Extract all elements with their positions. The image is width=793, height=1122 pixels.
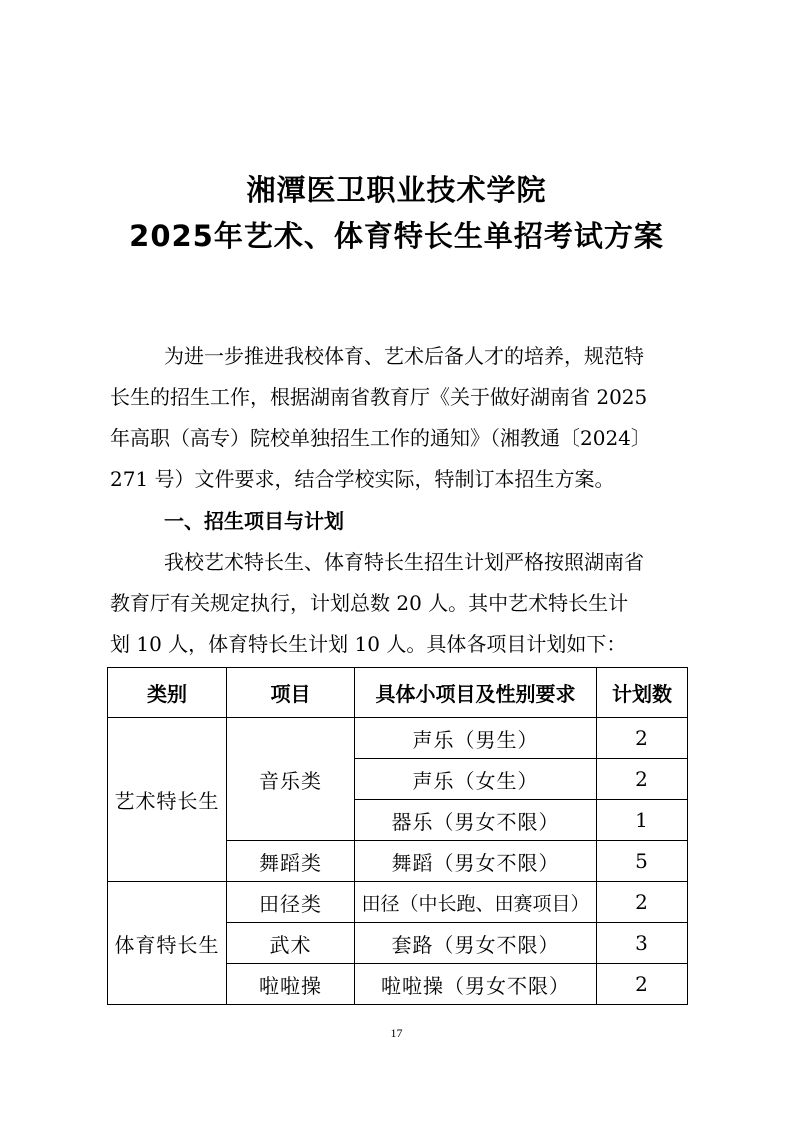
- section-line: 划 10 人，体育特长生计划 10 人。具体各项目计划如下：: [110, 632, 627, 656]
- intro-paragraph: [110, 336, 680, 500]
- quota-cell: 1: [597, 800, 688, 841]
- page-number: 17: [390, 1026, 403, 1040]
- project-cell: 舞蹈类: [227, 841, 355, 882]
- document-title: 湘潭医卫职业技术学院: [246, 173, 547, 207]
- sub-item-cell: 器乐（男女不限）: [355, 800, 597, 841]
- quota-cell: 2: [597, 882, 688, 923]
- table-row: [108, 718, 688, 759]
- category-cell: 体育特长生: [108, 882, 227, 1005]
- sub-item-cell: 声乐（女生）: [355, 759, 597, 800]
- section-heading: 一、招生项目与计划: [164, 509, 344, 533]
- project-cell: 田径类: [227, 882, 355, 923]
- sub-item-cell: 套路（男女不限）: [355, 923, 597, 964]
- sub-item-cell: 声乐（男生）: [355, 718, 597, 759]
- quota-cell: 3: [597, 923, 688, 964]
- intro-line: 271 号）文件要求，结合学校实际，特制订本招生方案。: [110, 467, 615, 491]
- admission-plan-table: [107, 667, 688, 1005]
- category-cell: 艺术特长生: [108, 718, 227, 882]
- header-category: 类别: [108, 668, 227, 718]
- project-cell: 武术: [227, 923, 355, 964]
- document-subtitle: 2025年艺术、体育特长生单招考试方案: [129, 219, 664, 253]
- section-line: 我校艺术特长生、体育特长生招生计划严格按照湖南省: [164, 550, 644, 574]
- quota-cell: 2: [597, 759, 688, 800]
- project-cell: 啦啦操: [227, 964, 355, 1005]
- intro-line: 长生的招生工作，根据湖南省教育厅《关于做好湖南省 2025: [110, 385, 648, 409]
- intro-line: 年高职（高专）院校单独招生工作的通知》（湘教通〔2024〕: [110, 426, 651, 450]
- header-sub-item: 具体小项目及性别要求: [355, 668, 597, 718]
- sub-item-cell: 田径（中长跑、田赛项目）: [355, 882, 597, 923]
- table-row: [108, 882, 688, 923]
- quota-cell: 2: [597, 964, 688, 1005]
- sub-item-cell: 舞蹈（男女不限）: [355, 841, 597, 882]
- section-paragraph: [110, 542, 680, 665]
- section-line: 教育厅有关规定执行，计划总数 20 人。其中艺术特长生计: [110, 591, 629, 615]
- project-cell: 音乐类: [227, 718, 355, 841]
- sub-item-cell: 啦啦操（男女不限）: [355, 964, 597, 1005]
- header-quota: 计划数: [597, 668, 688, 718]
- quota-cell: 5: [597, 841, 688, 882]
- table-header-row: [108, 668, 688, 718]
- header-project: 项目: [227, 668, 355, 718]
- quota-cell: 2: [597, 718, 688, 759]
- intro-line: 为进一步推进我校体育、艺术后备人才的培养，规范特: [164, 344, 644, 368]
